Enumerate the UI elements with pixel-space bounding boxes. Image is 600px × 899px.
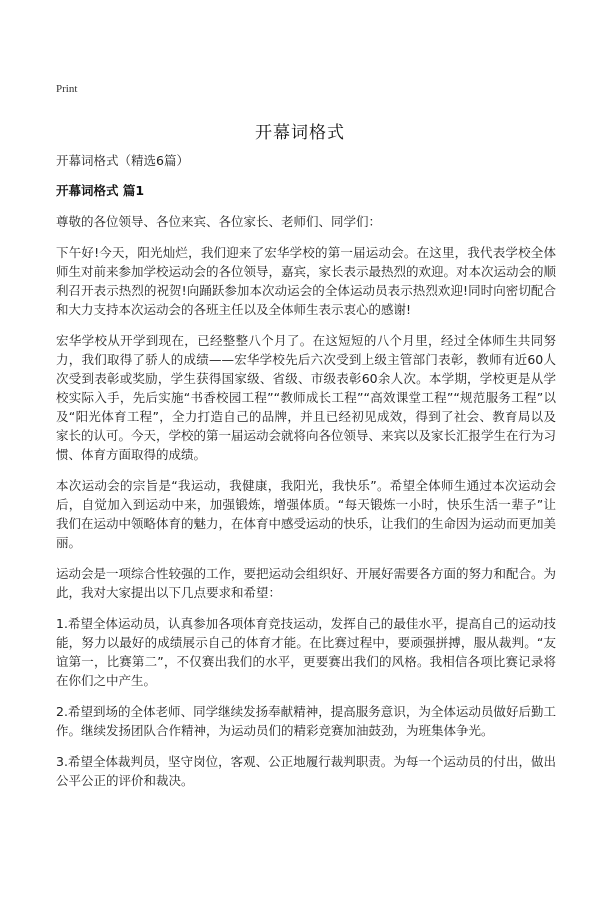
list-item-paragraph: 3.希望全体裁判员，坚守岗位，客观、公正地履行裁判职责。为每一个运动员的付出，做出公平公正的评价和裁决。 [56, 754, 556, 788]
print-label: Print [56, 83, 78, 95]
document-body [56, 152, 556, 802]
document-subtitle: 开幕词格式（精选6篇） [56, 153, 189, 168]
body-paragraph: 运动会是一项综合性较强的工作，要把运动会组织好、开展好需要各方面的努力和配合。为此，我对大家提出以下几点要求和希望： [56, 566, 557, 600]
list-item-paragraph: 2.希望到场的全体老师、同学继续发扬奉献精神，提高服务意识，为全体运动员做好后勤工作。继续发扬团队合作精神，为运动员们的精彩竞赛加油鼓劲，为班集体争光。 [56, 704, 556, 738]
document-title: 开幕词格式 [255, 123, 345, 143]
list-item-paragraph: 1.希望全体运动员，认真参加各项体育竞技运动，发挥自己的最佳水平，提高自己的运动技能，努力以最好的成绩展示自己的体育才能。在比赛过程中，要顽强拼搏，服从裁判。“友谊第一，比赛第二”，不仅赛出我们的水平，更要赛出我们的风格。我相信各项比赛记录将在你们之中产生。 [56, 616, 556, 688]
body-paragraph: 本次运动会的宗旨是“我运动，我健康，我阳光，我快乐”。希望全体师生通过本次运动会后，自觉加入到运动中来，加强锻炼，增强体质。“每天锻炼一小时，快乐生活一辈子”让我们在运动中领略体育的魅力，在体育中感受运动的快乐，让我们的生命因为运动而更加美丽。 [56, 478, 557, 550]
body-paragraph: 宏华学校从开学到现在，已经整整八个月了。在这短短的八个月里，经过全体师生共同努力，我们取得了骄人的成绩——宏华学校先后六次受到上级主管部门表彰，教师有近60人次受到表彰或奖励，学生获得国家级、省级、市级表彰60余人次。本学期，学校更是从学校实际入手，先后实施“书香校园工程”“教师成长工程”“高效课堂工程”“规范服务工程”以及“阳光体育工程”，全力打造自己的品牌，并且已经初见成效，得到了社会、教育局以及家长的认可。今天，学校的第一届运动会就将向各位领导、来宾以及家长汇报学生在行为习惯、体育方面取得的成绩。 [56, 333, 557, 462]
salutation-paragraph: 尊敬的各位领导、各位来宾、各位家长、老师们、同学们： [56, 214, 382, 229]
section-heading: 开幕词格式 篇1 [56, 183, 145, 198]
body-paragraph: 下午好!今天，阳光灿烂，我们迎来了宏华学校的第一届运动会。在这里，我代表学校全体师生对前来参加学校运动会的各位领导，嘉宾，家长表示最热烈的欢迎。对本次运动会的顺利召开表示热烈的祝贺!向踊跃参加本次动运会的全体运动员表示热烈欢迎!同时向密切配合和大力支持本次运动会的各班主任以及全体师生表示衷心的感谢! [56, 245, 557, 317]
